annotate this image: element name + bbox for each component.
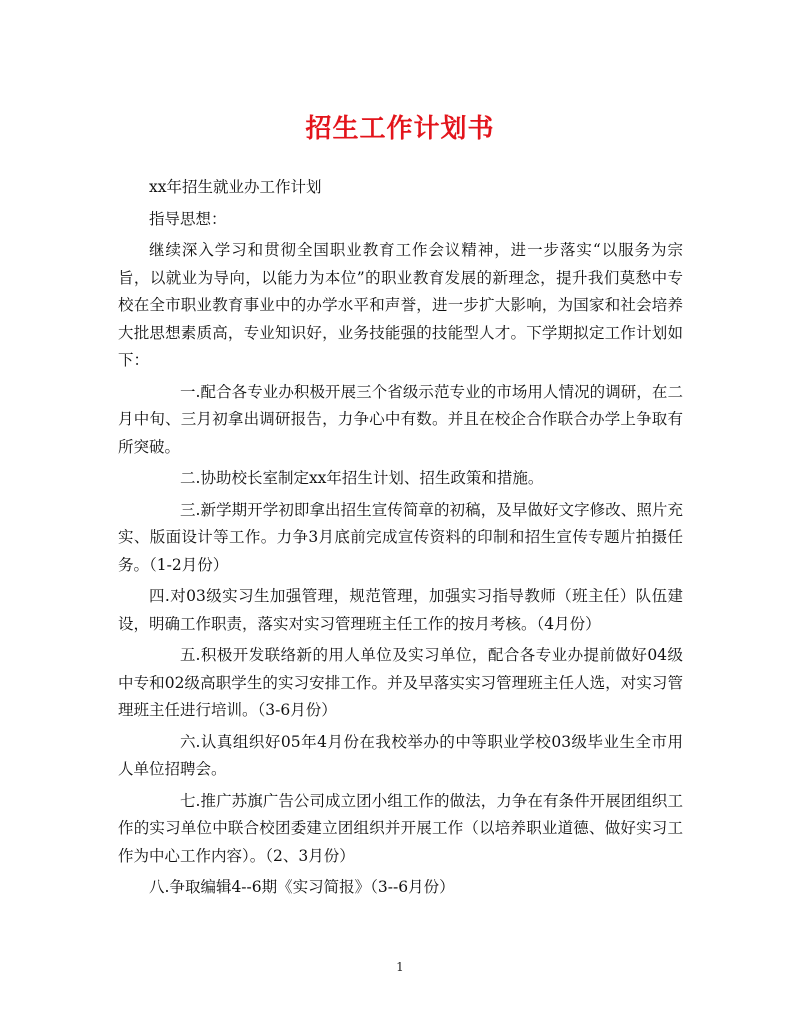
list-item [118,497,683,580]
page-number: 1 [396,960,404,974]
item-text: 积极开发联络新的用人单位及实习单位，配合各专业办提前做好04级中专和02级高职学生的实习安排工作。并及早落实实习管理班主任人选，对实习管理班主任进行培训。（3-6月份） [118,646,683,719]
list-item [118,874,683,902]
document-body [118,174,683,906]
item-text: 配合各专业办积极开展三个省级示范专业的市场用人情况的调研，在二月中旬、三月初拿出调研报告，力争心中有数。并且在校企合作联合办学上争取有所突破。 [118,382,683,456]
guide-text: 继续深入学习和贯彻全国职业教育工作会议精神，进一步落实“以服务为宗旨，以就业为导向，以能力为本位”的职业教育发展的新理念，提升我们莫愁中专校在全市职业教育事业中的办学水平和声誉，进一步扩大影响，为国家和社会培养大批思想素质高，专业知识好，业务技能强的技能型人才。下学期拟定工作计划如下： [118,241,683,369]
document-title: 招生工作计划书 [305,114,495,144]
item-number: 四. [149,587,170,605]
item-number: 五. [180,646,201,664]
item-number: 二. [180,469,201,487]
guide-heading: 指导思想： [149,209,227,228]
item-number: 一. [180,382,201,401]
list-item [118,642,683,725]
list-item [118,788,683,871]
list-item [118,465,683,493]
item-number: 六. [180,732,201,751]
item-text: 争取编辑4--6期《实习简报》（3--6月份） [169,878,455,896]
list-item [118,729,683,784]
subtitle: xx年招生就业办工作计划 [149,178,322,196]
list-item [118,583,683,638]
item-text: 推广苏旗广告公司成立团小组工作的做法，力争在有条件开展团组织工作的实习单位中联合校团委建立团组织并开展工作（以培养职业道德、做好实习工作为中心工作内容）。（2、3月份） [118,791,683,865]
item-text: 认真组织好05年4月份在我校举办的中等职业学校03级毕业生全市用人单位招聘会。 [118,732,683,778]
item-text: 对03级实习生加强管理，规范管理，加强实习指导教师（班主任）队伍建设，明确工作职责，落实对实习管理班主任工作的按月考核。（4月份） [118,587,683,633]
item-text: 协助校长室制定xx年招生计划、招生政策和措施。 [200,469,544,487]
item-number: 七. [180,791,201,810]
item-number: 三. [180,500,201,519]
list-item [118,379,683,462]
item-number: 八. [149,878,170,896]
item-text: 新学期开学初即拿出招生宣传简章的初稿，及早做好文字修改、照片充实、版面设计等工作。力争3月底前完成宣传资料的印制和招生宣传专题片拍摄任务。（1-2月份） [118,500,683,574]
